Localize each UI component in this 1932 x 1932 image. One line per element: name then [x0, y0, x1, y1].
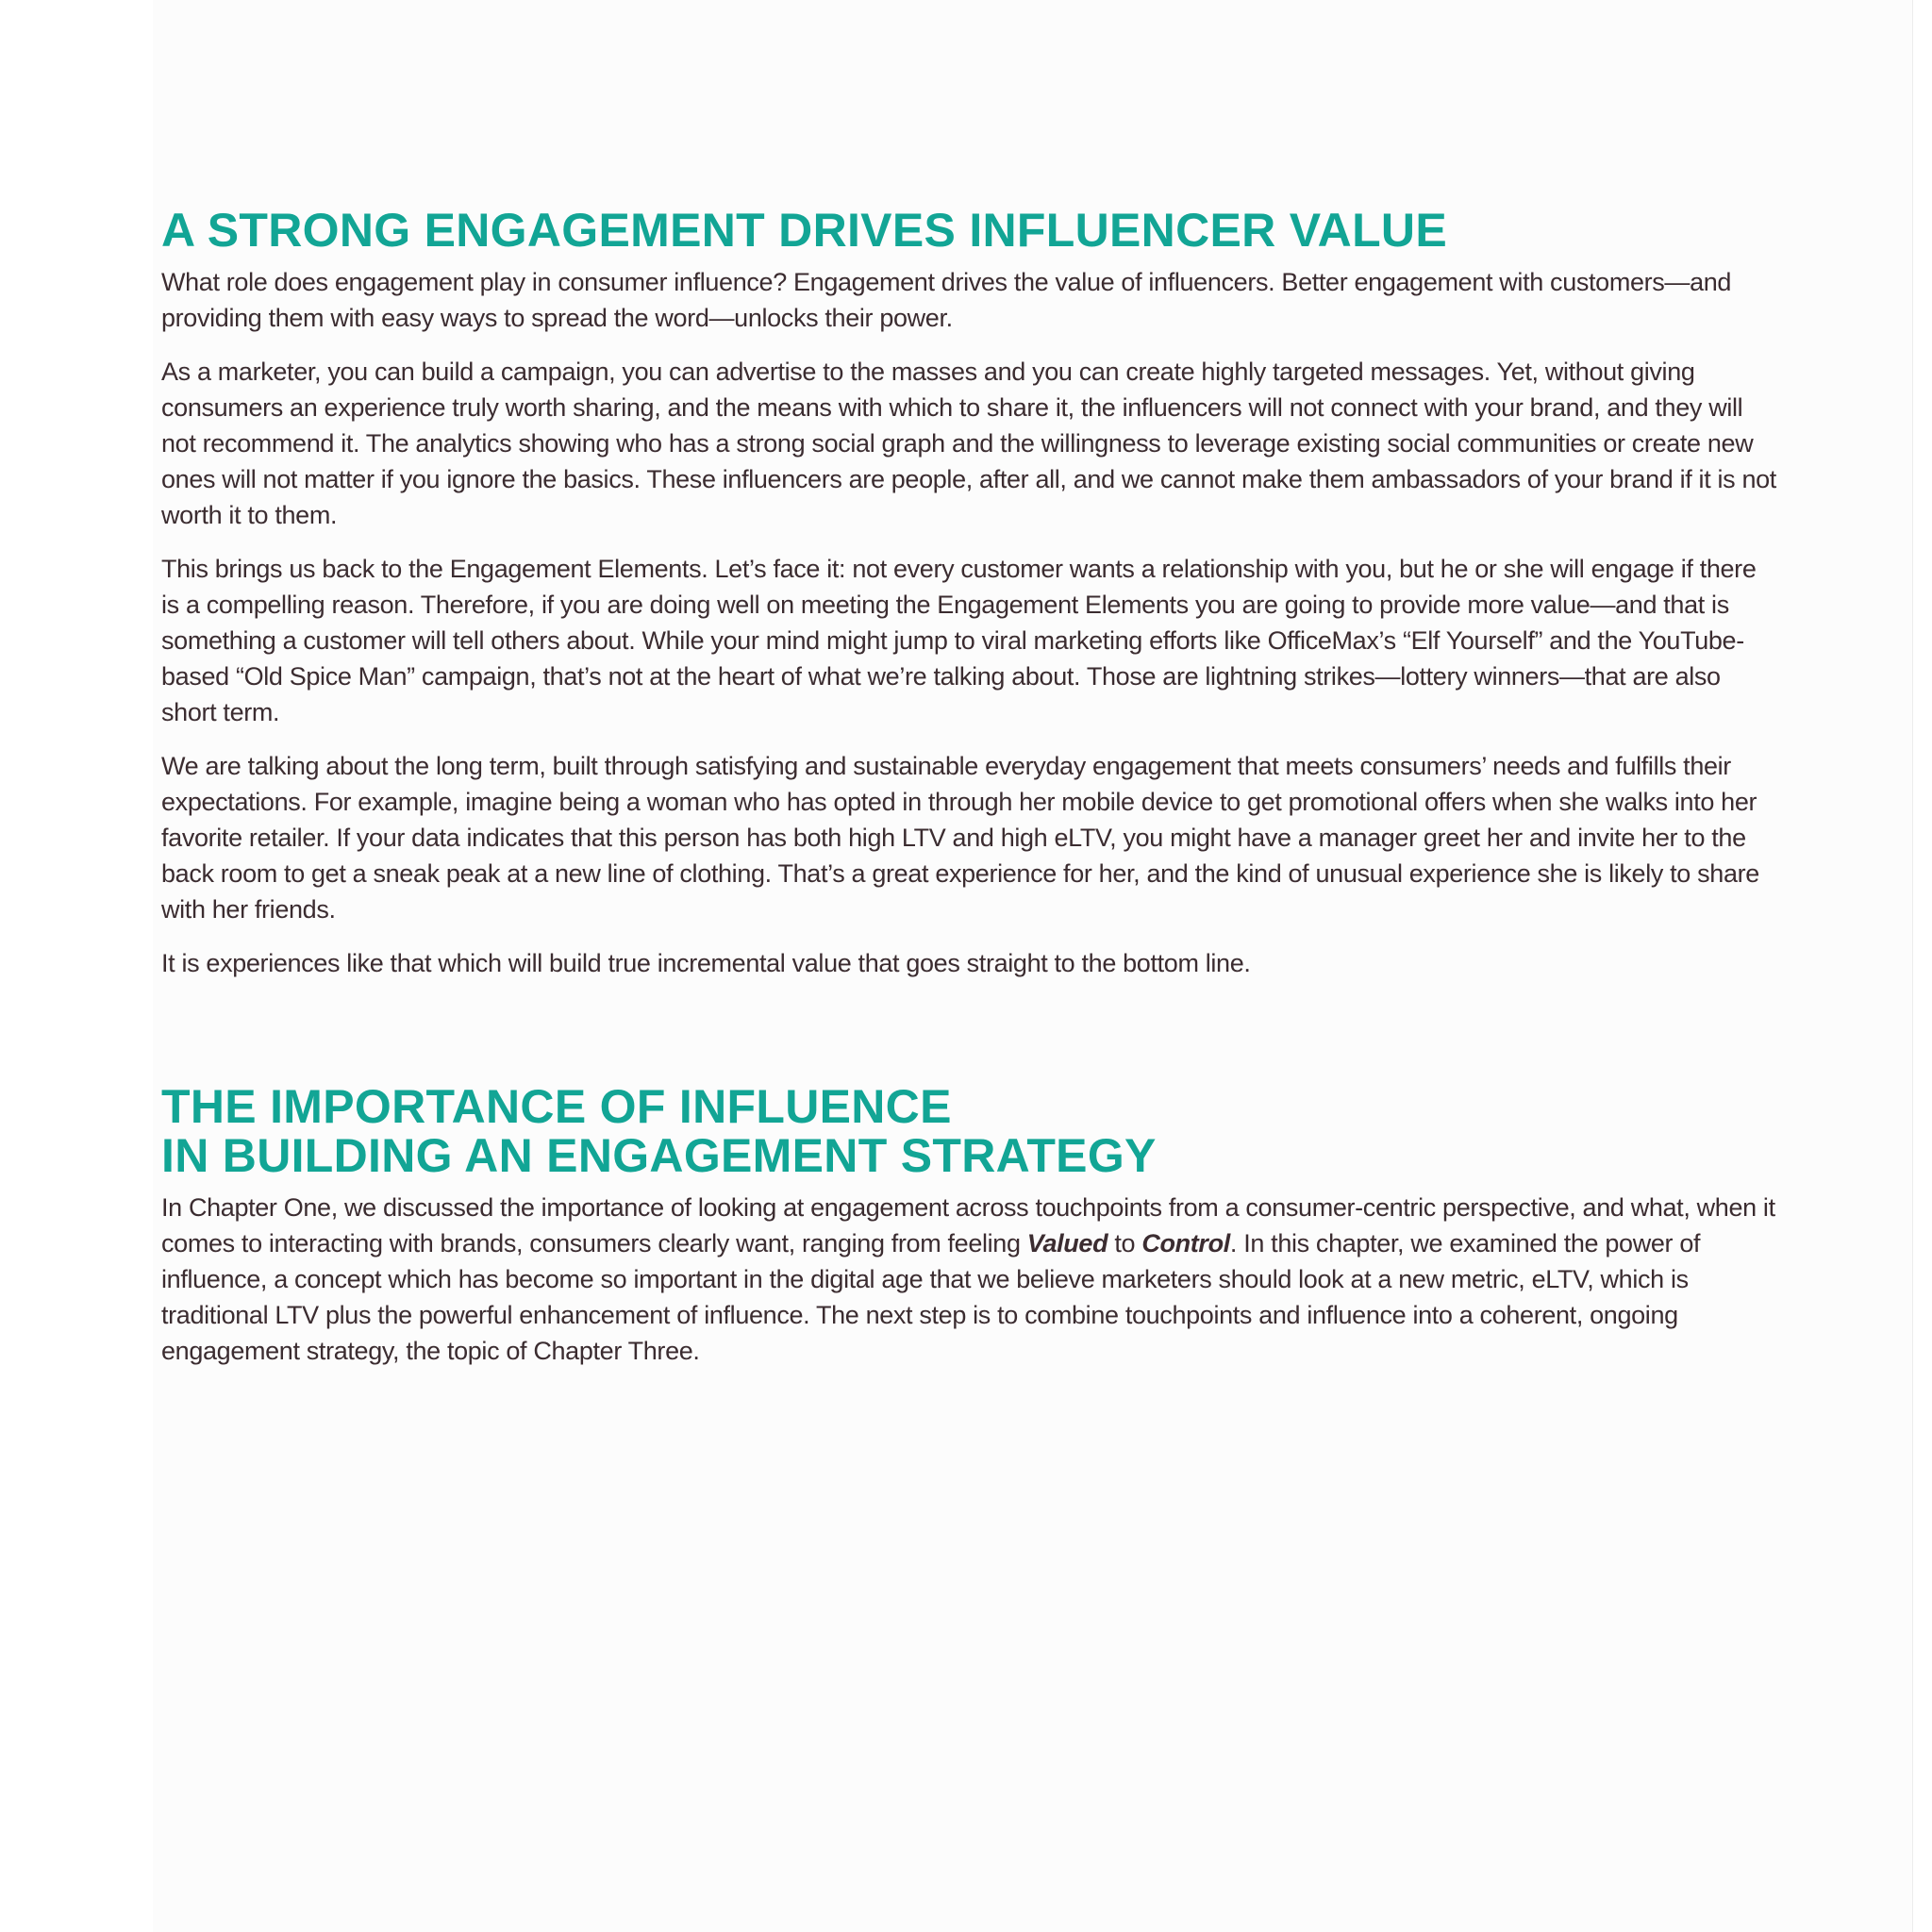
body-paragraph-summary: [161, 1190, 1776, 1369]
heading-line-2: IN BUILDING AN ENGAGEMENT STRATEGY: [161, 1129, 1157, 1182]
emphasis-valued: Valued: [1026, 1229, 1108, 1257]
section-spacer: [161, 999, 1776, 1082]
paragraph-text: . In this chapter, we examined the power of influence, a concept which has become so important in the digital age that we believe marketers should look at a new metric, eLTV, which is traditional LTV plus the powerful enhancement of influence. The next step is to combine touchpoints and influence into a coherent, ongoing engagement strategy, the topic of Chapter Three.: [161, 1229, 1701, 1365]
paragraph-text: In Chapter One, we discussed the importance of looking at engagement across touchpoints from a consumer-centric perspective, and what, when it comes to interacting with brands, consumers clearly want, ranging from feeling: [161, 1193, 1775, 1257]
body-paragraph: As a marketer, you can build a campaign, you can advertise to the masses and you can create highly targeted messages. Yet, without giving consumers an experience truly worth sharing, and the means with which to share it, the influencers will not connect with your brand, and they will not recommend it. The analytics showing who has a strong social graph and the willingness to leverage existing social communities or create new ones will not matter if you ignore the basics. These influencers are people, after all, and we cannot make them ambassadors of your brand if it is not worth it to them.: [161, 358, 1776, 529]
body-paragraph: We are talking about the long term, built through satisfying and sustainable everyday engagement that meets consumers’ needs and fulfills their expectations. For example, imagine being a woman who has opted in through her mobile device to get promotional offers when she walks into her favorite retailer. If your data indicates that this person has both high LTV and high eLTV, you might have a manager greet her and invite her to the back room to get a sneak peak at a new line of clothing. That’s a great experience for her, and the kind of unusual experience she is likely to share with her friends.: [161, 752, 1759, 924]
section-heading-importance-of-influence: [161, 1082, 1776, 1180]
document-body: [161, 206, 1776, 1387]
body-paragraph: It is experiences like that which will build true incremental value that goes straight to the bottom line.: [161, 949, 1251, 977]
emphasis-control: Control: [1141, 1229, 1230, 1257]
section-heading-engagement-value: A STRONG ENGAGEMENT DRIVES INFLUENCER VALUE: [161, 204, 1447, 257]
heading-line-1: THE IMPORTANCE OF INFLUENCE: [161, 1080, 952, 1133]
body-paragraph: This brings us back to the Engagement Elements. Let’s face it: not every customer wants a relationship with you, but he or she will engage if there is a compelling reason. Therefore, if you are doing well on meeting the Engagement Elements you are going to provide more value—and that is something a customer will tell others about. While your mind might jump to viral marketing efforts like OfficeMax’s “Elf Yourself” and the YouTube-based “Old Spice Man” campaign, that’s not at the heart of what we’re talking about. Those are lightning strikes—lottery winners—that are also short term.: [161, 555, 1757, 726]
paragraph-text: to: [1108, 1229, 1142, 1257]
body-paragraph: What role does engagement play in consumer influence? Engagement drives the value of influencers. Better engagement with customers—and providing them with easy ways to spread the word—unlocks their power.: [161, 268, 1732, 332]
page-edge: [1912, 0, 1932, 1932]
